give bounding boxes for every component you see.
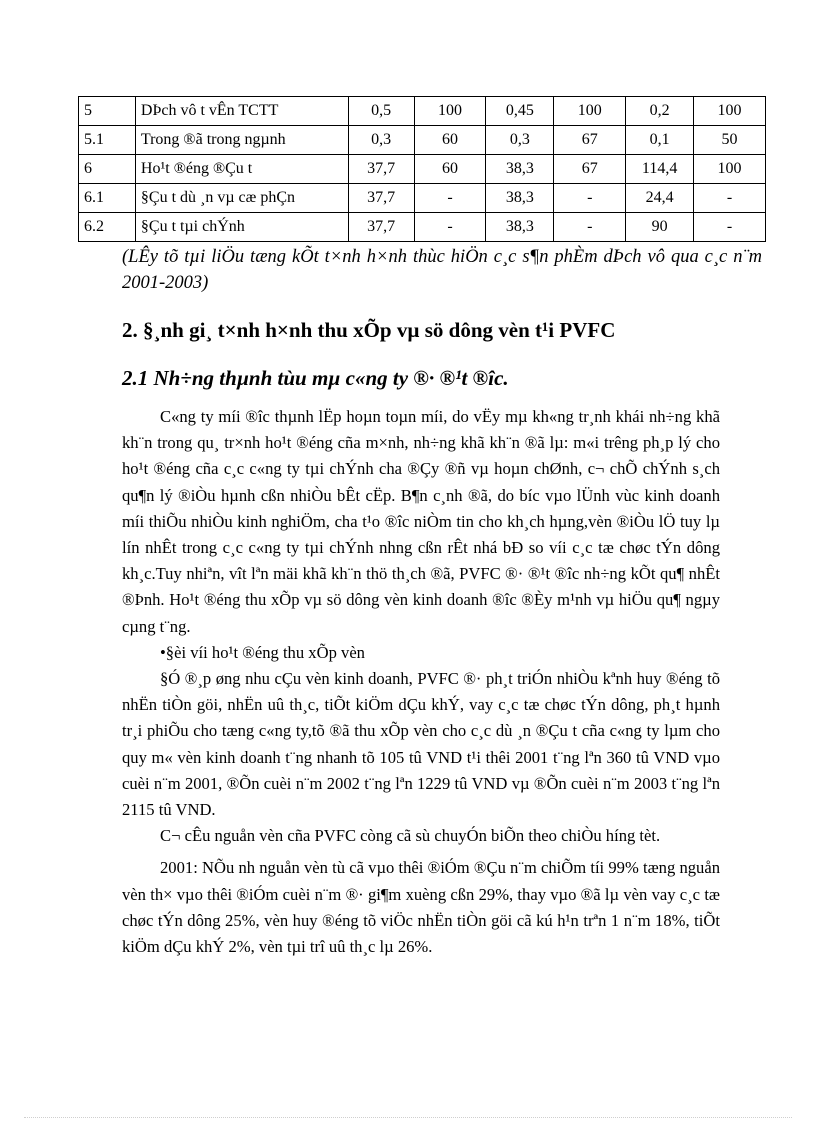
service-results-table xyxy=(78,96,766,242)
table-cell-index: 6 xyxy=(79,155,136,184)
paragraph: C¬ cÊu nguån vèn cña PVFC còng cã sù chuyÓn biÕn theo chiÒu híng tèt. xyxy=(160,826,661,846)
table-cell-percent: - xyxy=(414,213,486,242)
table-cell-percent: 100 xyxy=(694,155,766,184)
table-cell-index: 5 xyxy=(79,97,136,126)
table-cell-item: §Çu t dù ¸n vµ cæ phÇn xyxy=(135,184,348,213)
table-cell-value: 0,3 xyxy=(348,126,414,155)
table-cell-percent: 60 xyxy=(414,126,486,155)
table-source-note: (LÊy tõ tµi liÖu tæng kÕt t×nh h×nh thùc hiÖn c¸c s¶n phÈm dÞch vô qua c¸c n¨m 2001-2003) xyxy=(122,247,762,293)
table-cell-value: 0,5 xyxy=(348,97,414,126)
table-row xyxy=(79,184,766,213)
table-cell-percent: - xyxy=(554,184,626,213)
table-cell-value: 38,3 xyxy=(486,213,554,242)
table-cell-item: §Çu t tµi chÝnh xyxy=(135,213,348,242)
table-cell-percent: 67 xyxy=(554,155,626,184)
table-cell-percent: - xyxy=(694,184,766,213)
page-bottom-divider xyxy=(24,1117,792,1118)
table-cell-value: 37,7 xyxy=(348,184,414,213)
table-cell-item: DÞch vô t vÊn TCTT xyxy=(135,97,348,126)
table-cell-value: 90 xyxy=(626,213,694,242)
subsection-heading: 2.1 Nh÷ng thµnh tùu mµ c«ng ty ®· ®¹t ®îc. xyxy=(122,366,509,390)
table-cell-value: 0,2 xyxy=(626,97,694,126)
bullet-heading: •§èi víi ho¹t ®éng thu xÕp vèn xyxy=(160,642,365,662)
table-cell-value: 24,4 xyxy=(626,184,694,213)
table-cell-percent: 67 xyxy=(554,126,626,155)
table-cell-index: 6.2 xyxy=(79,213,136,242)
table-row xyxy=(79,213,766,242)
table-cell-percent: - xyxy=(554,213,626,242)
table-cell-percent: 60 xyxy=(414,155,486,184)
paragraph: C«ng ty míi ®îc thµnh lËp hoµn toµn míi, do vËy mµ kh«ng tr¸nh khái nh÷ng khã kh¨n trong qu¸ tr×nh ho¹t ®éng cña m×nh, nh÷ng khã kh¨n ®ã lµ: m«i trêng ph¸p lý cho ho¹t ®éng cña c¸c c«ng ty tµi chÝnh cha ®Çy ®ñ vµ hoµn chØnh, c¬ chÕ chÝnh s¸ch qu¶n lý ®iÒu hµnh cßn nhiÒu bÊt cËp. B¶n c¸nh ®ã, do bíc vµo lÜnh vùc kinh doanh míi thiÕu nhiÒu kinh nghiÖm, cha t¹o ®îc niÒm tin cho kh¸ch hµng,vèn ®iÒu lÖ tuy lµ lín nhÊt trong c¸c c«ng ty tµi chÝnh nhng cßn rÊt nhá bÐ so víi c¸c tæ chøc tÝn dông kh¸c.Tuy nhiªn, vît lªn mäi khã kh¨n thö th¸ch ®ã, PVFC ®· ®¹t ®îc nh÷ng kÕt qu¶ nhÊt ®Þnh. Ho¹t ®éng thu xÕp vµ sö dông vèn kinh doanh ®îc ®Èy m¹nh vµ hiÖu qu¶ ngµy cµng t¨ng. xyxy=(122,407,720,636)
table-cell-percent: 50 xyxy=(694,126,766,155)
table-cell-percent: 100 xyxy=(414,97,486,126)
table-cell-item: Trong ®ã trong ngµnh xyxy=(135,126,348,155)
table-row xyxy=(79,97,766,126)
table-cell-value: 38,3 xyxy=(486,184,554,213)
paragraph: §Ó ®¸p øng nhu cÇu vèn kinh doanh, PVFC ®· ph¸t triÓn nhiÒu kªnh huy ®éng tõ nhËn tiÒn göi, nhËn uû th¸c, tiÕt kiÖm dÇu khÝ, vay c¸c tæ chøc tÝn dông, ph¸t hµnh tr¸i phiÕu cho tæng c«ng ty,tõ ®ã thu xÕp vèn cho c¸c dù ¸n ®Çu t cña c«ng ty lµm cho quy m« vèn kinh doanh t¨ng nhanh tõ 105 tû VND t¹i thêi 2001 t¨ng lªn 360 tû VND vµo cuèi n¨m 2001, ®Õn cuèi n¨m 2002 t¨ng lªn 1229 tû VND vµ ®Õn cuèi n¨m 2003 t¨ng lªn 2115 tû VND. xyxy=(122,669,720,820)
table-cell-percent: 100 xyxy=(694,97,766,126)
table-cell-value: 114,4 xyxy=(626,155,694,184)
paragraph: 2001: NÕu nh nguån vèn tù cã vµo thêi ®iÓm ®Çu n¨m chiÕm tíi 99% tæng nguån vèn th× vµo thêi ®iÓm cuèi n¨m ®· gi¶m xuèng cßn 29%, thay vµo ®ã lµ vèn vay c¸c tæ chøc tÝn dông 25%, vèn huy ®éng tõ viÖc nhËn tiÒn göi cã kú h¹n trªn 1 n¨m 18%, tiÕt kiÖm dÇu khÝ 2%, vèn tµi trî uû th¸c lµ 26%. xyxy=(122,858,720,957)
section-heading: 2. §¸nh gi¸ t×nh h×nh thu xÕp vµ sö dông vèn t¹i PVFC xyxy=(122,318,616,342)
table-cell-value: 0,45 xyxy=(486,97,554,126)
table-cell-value: 0,1 xyxy=(626,126,694,155)
body-text xyxy=(122,404,720,960)
table-cell-value: 0,3 xyxy=(486,126,554,155)
table-cell-index: 5.1 xyxy=(79,126,136,155)
table-cell-percent: - xyxy=(694,213,766,242)
table-cell-percent: 100 xyxy=(554,97,626,126)
table-cell-value: 37,7 xyxy=(348,213,414,242)
table-row xyxy=(79,155,766,184)
table-cell-index: 6.1 xyxy=(79,184,136,213)
table-cell-value: 38,3 xyxy=(486,155,554,184)
table-cell-percent: - xyxy=(414,184,486,213)
table-cell-value: 37,7 xyxy=(348,155,414,184)
table-row xyxy=(79,126,766,155)
table-cell-item: Ho¹t ®éng ®Çu t xyxy=(135,155,348,184)
